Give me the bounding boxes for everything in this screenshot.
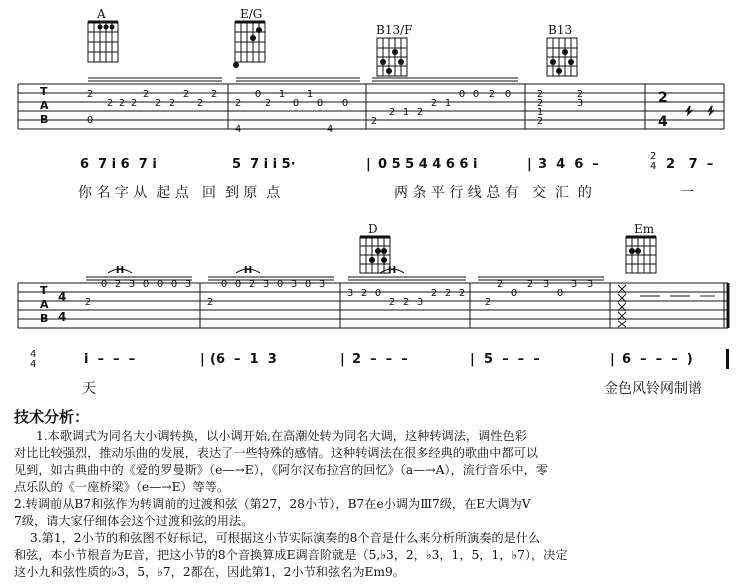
svg-text:2: 2 <box>264 98 272 109</box>
svg-text:0: 0 <box>458 89 466 100</box>
svg-text:1: 1 <box>536 107 544 118</box>
chord-diagram-b13 <box>547 38 577 76</box>
analysis-line-2: 对比比较强烈，推动乐曲的发展，表达了一些特殊的感情。这种转调法在很多经典的歌曲中都可以 <box>14 446 539 460</box>
analysis-line-6: 7级，请大家仔细体会这个过渡和弦的用法。 <box>14 514 254 528</box>
hammer-mark-2: H <box>243 265 253 276</box>
svg-text:2: 2 <box>444 288 452 299</box>
svg-text:2: 2 <box>84 297 92 308</box>
jianpu-row2-bar-4: 5 – – – <box>484 352 540 367</box>
tab-letter-a-row2: A <box>40 298 49 311</box>
svg-text:0: 0 <box>510 288 518 299</box>
svg-text:2: 2 <box>402 297 410 308</box>
barline-jianpu: | <box>366 157 371 172</box>
svg-text:2: 2 <box>536 116 544 127</box>
barline-jianpu-row2: | <box>200 352 205 367</box>
svg-text:2: 2 <box>388 297 396 308</box>
svg-text:3: 3 <box>570 279 578 290</box>
svg-text:3: 3 <box>128 279 136 290</box>
svg-text:2: 2 <box>430 98 438 109</box>
chord-name-d: D <box>368 222 378 236</box>
svg-text:2: 2 <box>168 98 176 109</box>
svg-text:2: 2 <box>536 98 544 109</box>
barline-jianpu-2: | <box>527 157 532 172</box>
chord-name-b13: B13 <box>548 23 573 37</box>
svg-text:4: 4 <box>234 124 242 135</box>
svg-text:4: 4 <box>326 124 334 135</box>
time-signature-jianpu-row1: 2 4 <box>650 151 657 172</box>
svg-text:0: 0 <box>292 98 300 109</box>
jianpu-bar-1: 6 7 i 6 7 i <box>80 157 157 172</box>
hammer-mark-1: H <box>115 265 125 276</box>
svg-text:1: 1 <box>306 89 314 100</box>
tab-letter-a: A <box>40 99 49 112</box>
credit-label: 金色风铃网制谱 <box>604 381 702 397</box>
barline-jianpu-row2-d: | <box>610 352 615 367</box>
svg-text:3: 3 <box>184 279 192 290</box>
jianpu-row2-bar-3: 2 – – – <box>352 352 408 367</box>
tab-letter-t-row2: T <box>40 284 48 297</box>
svg-text:1: 1 <box>278 89 286 100</box>
svg-text:0: 0 <box>100 279 108 290</box>
svg-text:3: 3 <box>262 279 270 290</box>
lyric-line-1b: 两 条 平 行 线 总 有 交 汇 的 <box>394 185 592 201</box>
svg-text:2: 2 <box>370 116 378 127</box>
svg-text:2: 2 <box>154 98 162 109</box>
svg-text:3: 3 <box>586 279 594 290</box>
tab-letter-t: T <box>40 85 48 98</box>
svg-text:2: 2 <box>496 279 504 290</box>
svg-text:2: 2 <box>114 279 122 290</box>
svg-text:1: 1 <box>444 98 452 109</box>
svg-text:3: 3 <box>576 98 584 109</box>
svg-text:0: 0 <box>472 89 480 100</box>
svg-text:0: 0 <box>556 288 564 299</box>
jianpu-bar-2: 5 7 i i 5· <box>232 157 296 172</box>
svg-text:3: 3 <box>416 297 424 308</box>
svg-text:2: 2 <box>106 98 114 109</box>
svg-text:2: 2 <box>118 98 126 109</box>
svg-text:2: 2 <box>248 279 256 290</box>
jianpu-bar-5: 2 7 – <box>666 157 714 172</box>
svg-text:0: 0 <box>234 279 242 290</box>
svg-text:1: 1 <box>402 107 410 118</box>
svg-text:2: 2 <box>142 89 150 100</box>
svg-text:2: 2 <box>526 279 534 290</box>
svg-text:2: 2 <box>130 98 138 109</box>
lyric-line-1c: 一 <box>680 185 694 201</box>
svg-text:2: 2 <box>488 89 496 100</box>
svg-text:2: 2 <box>210 89 218 100</box>
chord-diagram-em <box>626 237 656 273</box>
svg-text:2: 2 <box>416 107 424 118</box>
barline-jianpu-row2-c: | <box>470 352 475 367</box>
svg-text:2: 2 <box>536 89 544 100</box>
svg-text:0: 0 <box>254 89 262 100</box>
chord-diagram-d <box>360 237 390 273</box>
svg-text:3: 3 <box>346 288 354 299</box>
analysis-line-9: 这小九和弦性质的♭3，5，♭7，2都在，因此第1，2小节和弦名为Em9。 <box>14 565 405 579</box>
time-signature-bottom-row2: 4 <box>58 310 67 324</box>
lyric-line-2: 天 <box>82 381 96 397</box>
svg-text:2: 2 <box>86 89 94 100</box>
chord-name-b13-f: B13/F <box>376 23 413 37</box>
analysis-line-7: 3.第1，2小节的和弦图不好标记，可根据这小节实际演奏的8个音是什么来分析所演奏的是什么 <box>30 531 541 545</box>
time-signature-top-row1: 2 <box>658 90 668 106</box>
svg-text:2: 2 <box>576 89 584 100</box>
time-signature-jianpu-row2: 4 4 <box>30 349 37 370</box>
svg-text:0: 0 <box>276 279 284 290</box>
svg-text:2: 2 <box>484 297 492 308</box>
tab-letter-b: B <box>40 113 49 126</box>
svg-text:0: 0 <box>504 89 512 100</box>
barline-jianpu-row2-b: | <box>340 352 345 367</box>
jianpu-row2-bar-5: 6 – – – ) <box>622 352 693 367</box>
analysis-line-8: 和弦，本小节根音为E音，把这小节的8个音换算成E调音阶就是（5,♭3，2，♭3，1，5，1，♭7），决定 <box>14 548 568 562</box>
svg-text:0: 0 <box>170 279 178 290</box>
svg-text:0: 0 <box>316 98 324 109</box>
svg-text:2: 2 <box>388 107 396 118</box>
svg-text:2: 2 <box>360 288 368 299</box>
svg-text:0: 0 <box>374 288 382 299</box>
tab-staff-row2 <box>0 215 740 340</box>
analysis-title: 技术分析： <box>14 408 90 426</box>
time-signature-top-row2: 4 <box>58 290 67 304</box>
svg-text:0: 0 <box>142 279 150 290</box>
svg-text:0: 0 <box>220 279 228 290</box>
svg-text:3: 3 <box>290 279 298 290</box>
svg-text:0: 0 <box>341 98 349 109</box>
svg-text:3: 3 <box>318 279 326 290</box>
analysis-line-1: 1.本歌调式为同名大小调转换，以小调开始,在高潮处转为同名大调，这种转调法，调性色彩 <box>36 429 527 443</box>
jianpu-bar-3: 0 5 5 4 4 6 6 i <box>378 157 478 172</box>
jianpu-row2-bar-1: i – – – <box>84 352 136 367</box>
svg-text:3: 3 <box>542 279 550 290</box>
analysis-line-3: 见到，如古典曲中的《爱的罗曼斯》（e—→E），《阿尔汉布拉宫的回忆》（a—→A），流行音乐中，零 <box>14 463 548 477</box>
analysis-line-5: 2.转调前从B7和弦作为转调前的过渡和弦（第27，28小节），B7在e小调为Ⅲ7级，在E大调为Ⅴ <box>14 497 531 511</box>
svg-text:2: 2 <box>458 288 466 299</box>
chord-name-e-g: E/G <box>240 7 263 21</box>
hammer-mark-3: H <box>387 265 397 276</box>
jianpu-row2-bar-2: (6 – 1 3 <box>210 352 277 367</box>
final-barline <box>726 349 729 369</box>
chord-name-em: Em <box>634 222 655 236</box>
svg-text:0: 0 <box>156 279 164 290</box>
tab-staff-row1 <box>0 0 740 140</box>
time-signature-bottom-row1: 4 <box>658 114 668 130</box>
svg-text:0: 0 <box>86 115 94 126</box>
jianpu-bar-4: 3 4 6 – <box>538 157 599 172</box>
svg-text:2: 2 <box>234 98 242 109</box>
svg-text:2: 2 <box>196 98 204 109</box>
svg-text:0: 0 <box>304 279 312 290</box>
chord-name-a: A <box>97 7 106 21</box>
analysis-line-4: 点乐队的《一座桥梁》（e—→E）等等。 <box>14 480 230 494</box>
tab-letter-b-row2: B <box>40 312 49 325</box>
chord-diagram-b13-f <box>377 38 407 76</box>
svg-text:2: 2 <box>182 89 190 100</box>
svg-text:2: 2 <box>206 297 214 308</box>
lyric-line-1a: 你 名 字 从 起 点 回 到 原 点 <box>78 185 281 201</box>
svg-text:2: 2 <box>430 288 438 299</box>
